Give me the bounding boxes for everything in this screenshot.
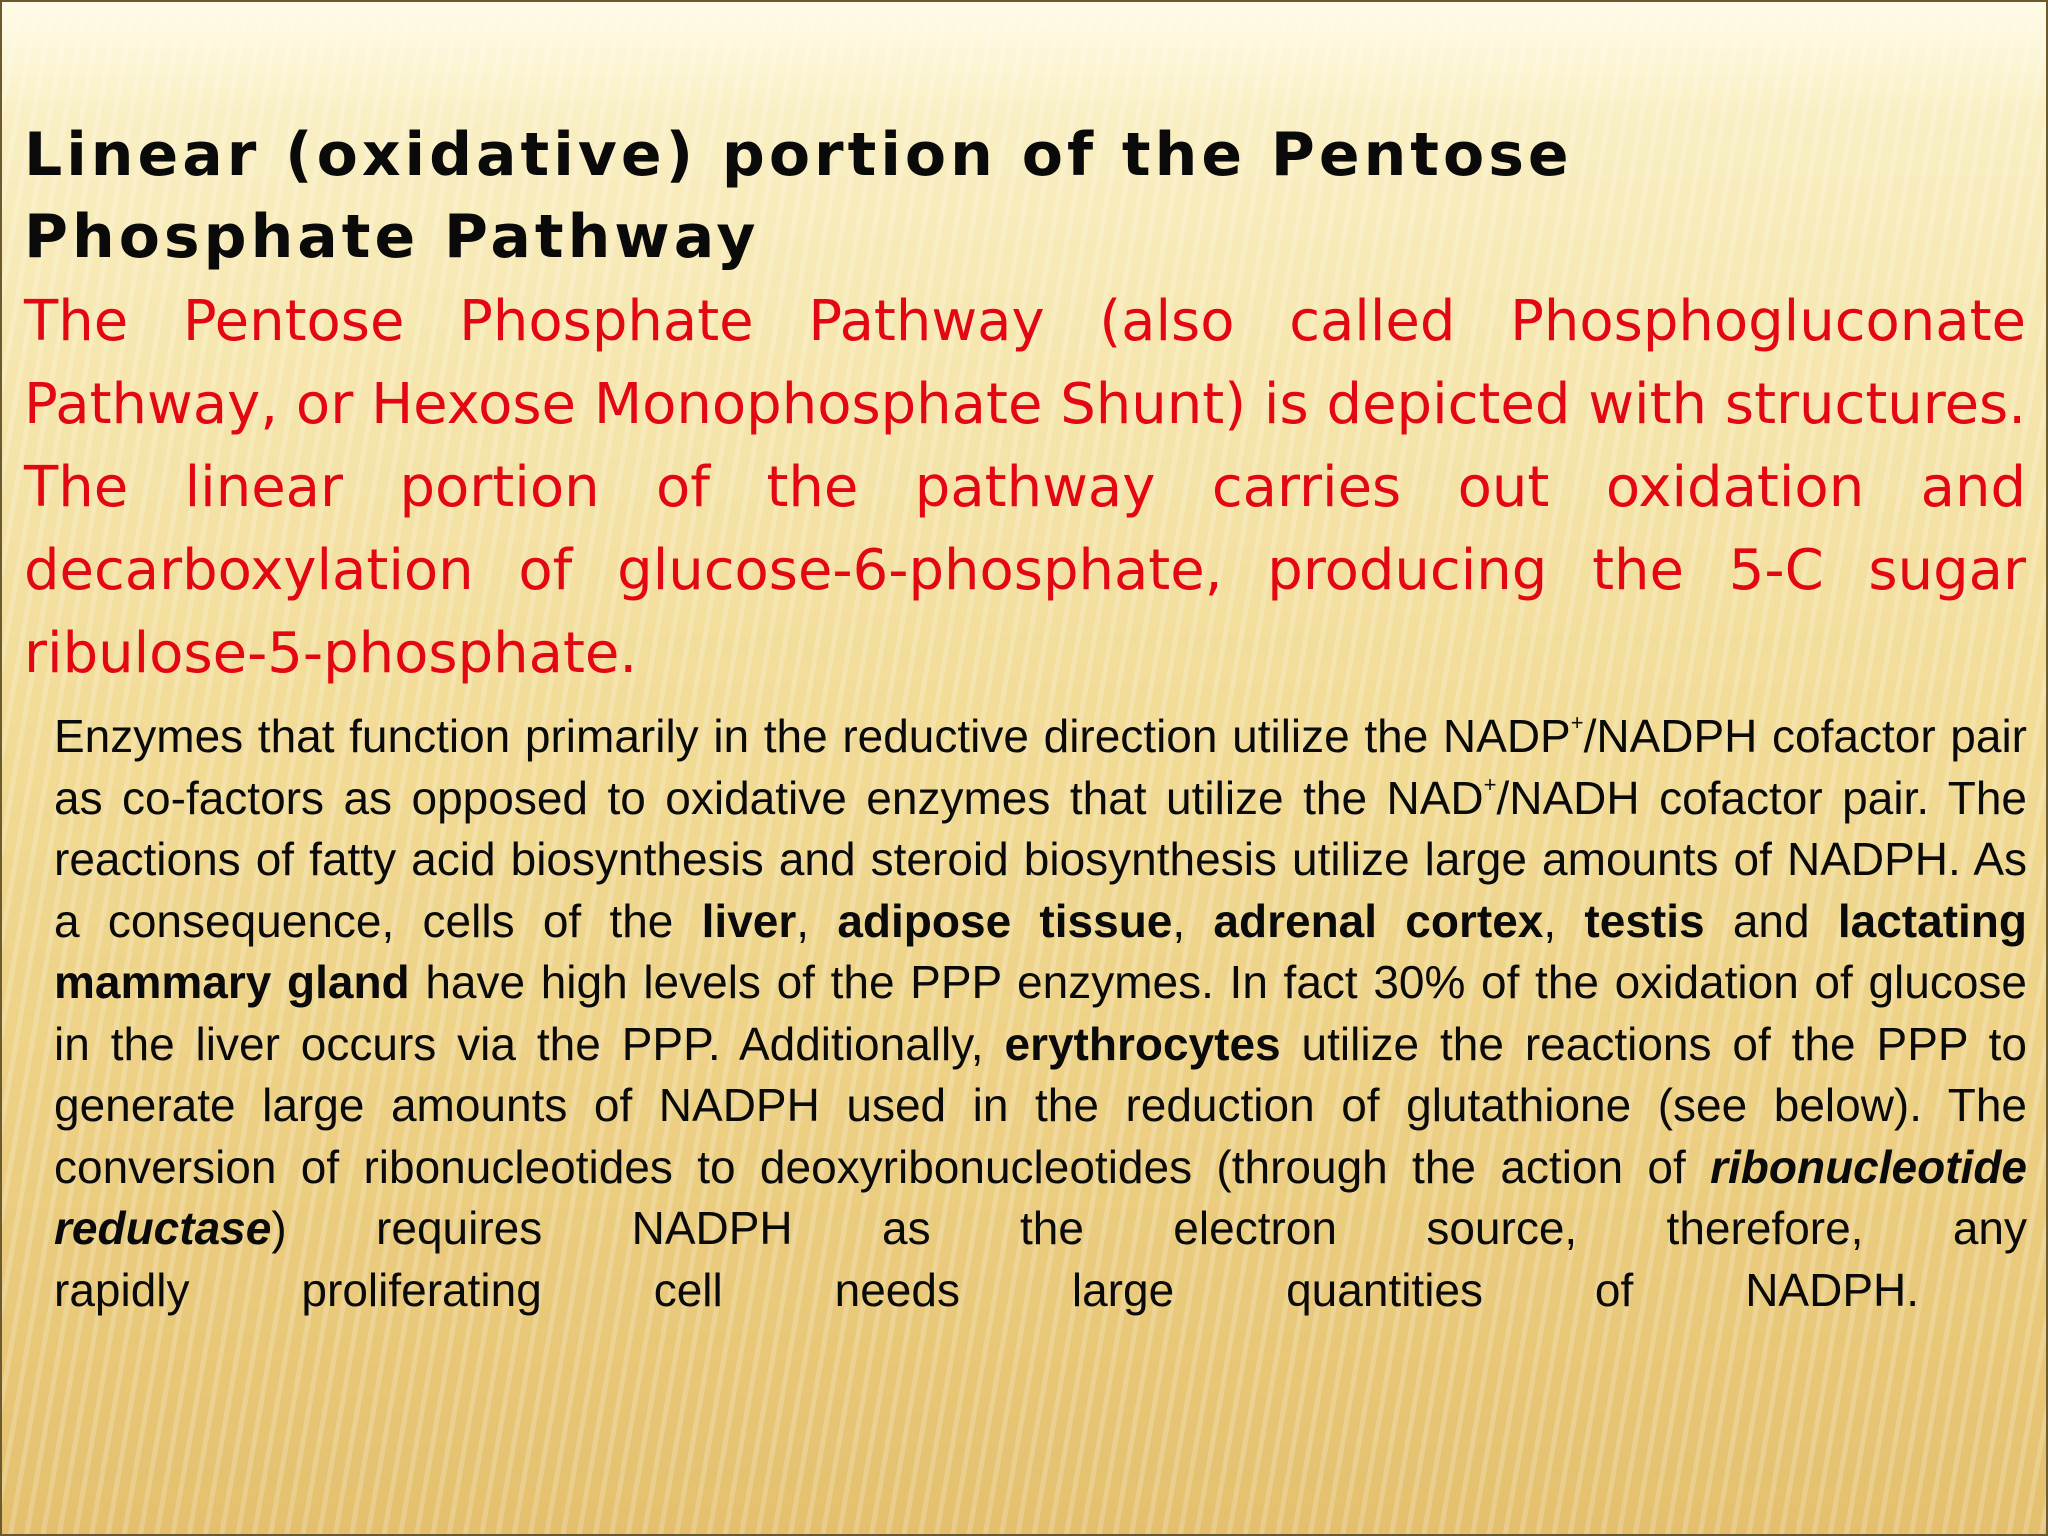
bold-testis: testis [1584, 894, 1705, 947]
bold-erythrocytes: erythrocytes [1004, 1017, 1281, 1070]
separator: , [1543, 894, 1585, 947]
body-last-line [54, 1260, 2027, 1322]
body-text-1: Enzymes that function primarily in the reductive direction utilize the NADP [54, 710, 1571, 762]
slide-title: Linear (oxidative) portion of the Pentose Phosphate Pathway [24, 120, 1573, 272]
body-text-5: utilize the reactions of the PPP to generate large amounts of NADPH used in the reduction of glutathione (see below). The conversion of ribonucleotides to deoxyribonucleotides (through the action of [54, 1017, 2027, 1193]
body-text-4: have high levels of the PPP enzymes. In fact 30% of the oxidation of glucose in the liver occurs via the PPP. Additionally, [54, 956, 2027, 1070]
bold-adrenal-cortex: adrenal cortex [1213, 894, 1544, 947]
superscript-plus: + [1570, 710, 1584, 735]
body-text-6: ) requires NADPH as the electron source, therefore, any [271, 1202, 2027, 1254]
body-paragraph [54, 706, 2027, 1321]
bold-liver: liver [701, 894, 797, 947]
body-text-7: rapidly proliferating cell needs large quantities of NADPH. [54, 1263, 1919, 1316]
separator: , [1172, 894, 1214, 947]
enzyme-name: ribonucleotide reductase [54, 1140, 2027, 1254]
intro-paragraph: The Pentose Phosphate Pathway (also called Phosphogluconate Pathway, or Hexose Monophosphate Shunt) is depicted with structures. The linear portion of the pathway carries out oxidation and decarboxylation of glucose-6-phosphate, producing the 5-C sugar ribulose-5-phosphate. [24, 289, 2026, 686]
separator: , [796, 894, 838, 947]
conjunction: and [1704, 894, 1838, 947]
body-text-2: /NADPH cofactor pair as co-factors as opposed to oxidative enzymes that utilize the NAD [54, 710, 2027, 824]
bold-adipose-tissue: adipose tissue [837, 894, 1173, 947]
bold-lactating-mammary-gland: lactating mammary gland [54, 894, 2028, 1008]
body-text-3: /NADH cofactor pair. The reactions of fatty acid biosynthesis and steroid biosynthesis utilize large amounts of NADPH. As a consequence, cells of the [54, 771, 2027, 947]
superscript-plus: + [1483, 771, 1497, 797]
